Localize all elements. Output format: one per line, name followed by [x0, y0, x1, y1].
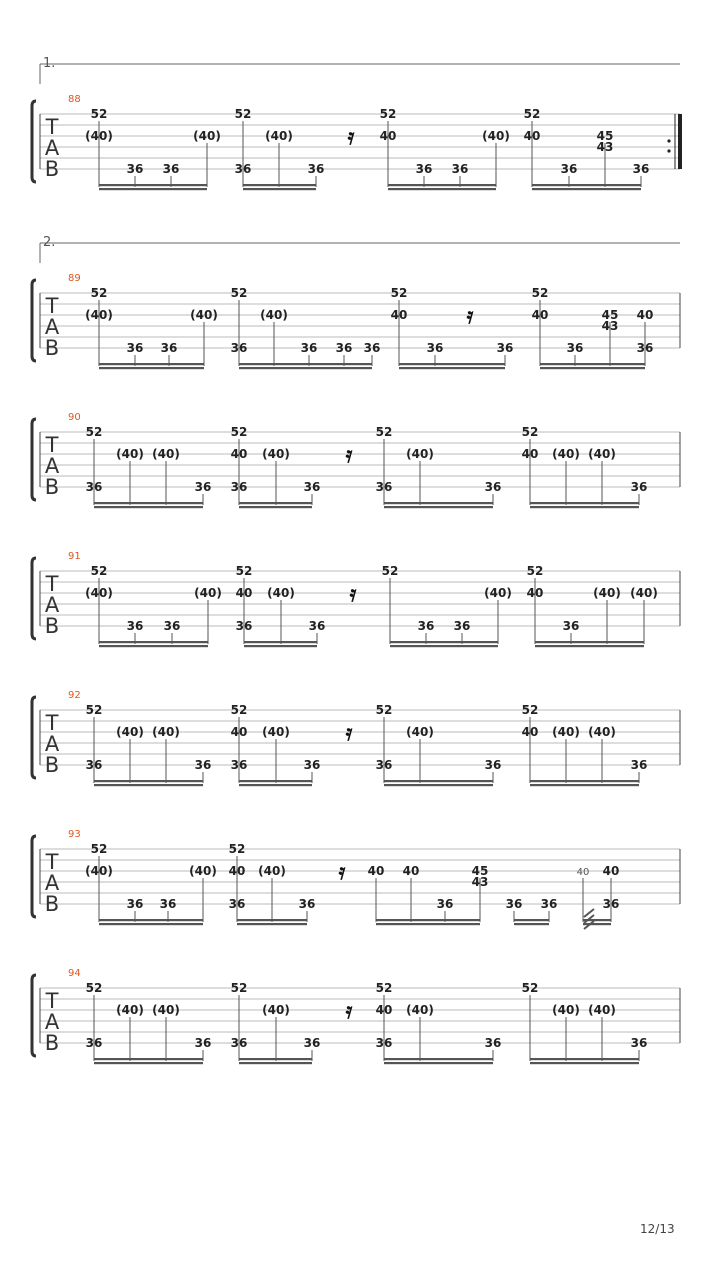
beam-secondary [244, 645, 317, 647]
fret-number: (40) [406, 1003, 434, 1017]
system-bracket [32, 558, 36, 639]
beam-primary [243, 184, 316, 186]
fret-number: (40) [152, 1003, 180, 1017]
beam-secondary [530, 1062, 639, 1064]
fret-number: 36 [375, 1036, 393, 1050]
tab-clef-letter: B [44, 753, 60, 777]
fret-number: 43 [471, 875, 489, 889]
beam-secondary [99, 923, 203, 925]
sixteenth-rest: 𝄿 [349, 581, 357, 607]
beam-secondary [99, 367, 204, 369]
fret-number: (40) [630, 586, 658, 600]
fret-number: 52 [375, 425, 393, 439]
fret-number: 40 [390, 308, 408, 322]
fret-number: 52 [375, 981, 393, 995]
beam-secondary [384, 506, 493, 508]
fret-number: 40 [228, 864, 246, 878]
fret-number: (40) [190, 308, 218, 322]
fret-number: (40) [116, 725, 144, 739]
fret-number: 40 [576, 867, 590, 878]
beam-secondary [239, 506, 312, 508]
tab-clef-letter: B [44, 614, 60, 638]
beam-secondary [239, 367, 372, 369]
fret-number: 36 [230, 480, 248, 494]
fret-number: (40) [262, 725, 290, 739]
fret-number: 36 [228, 897, 246, 911]
beam-primary [384, 780, 493, 782]
system-bracket [32, 101, 36, 182]
beam-primary [384, 502, 493, 504]
beam-secondary [239, 1062, 312, 1064]
fret-number: 36 [453, 619, 471, 633]
fret-number: (40) [552, 447, 580, 461]
fret-number: 36 [417, 619, 435, 633]
beam-primary [530, 502, 639, 504]
fret-number: 36 [363, 341, 381, 355]
beam-secondary [530, 506, 639, 508]
fret-number: 36 [163, 619, 181, 633]
fret-number: 36 [159, 897, 177, 911]
fret-number: 40 [636, 308, 654, 322]
fret-number: 52 [521, 981, 539, 995]
fret-number: (40) [116, 1003, 144, 1017]
beam-secondary [390, 645, 498, 647]
beam-primary [532, 184, 641, 186]
tab-clef-letter: T [45, 850, 59, 874]
tab-clef-letter: A [44, 454, 60, 478]
fret-number: 36 [375, 480, 393, 494]
beam-primary [376, 919, 480, 921]
fret-number: 36 [562, 619, 580, 633]
beam-primary [535, 641, 644, 643]
fret-number: 40 [230, 447, 248, 461]
fret-number: 36 [496, 341, 514, 355]
fret-number: (40) [552, 725, 580, 739]
beam-secondary [237, 923, 307, 925]
fret-number: 52 [523, 107, 541, 121]
fret-number: 52 [235, 564, 253, 578]
fret-number: 36 [566, 341, 584, 355]
fret-number: 52 [379, 107, 397, 121]
tab-clef-letter: T [45, 572, 59, 596]
fret-number: 36 [484, 1036, 502, 1050]
beam-secondary [99, 188, 207, 190]
system-bracket [32, 975, 36, 1056]
fret-number: (40) [552, 1003, 580, 1017]
fret-number: 36 [230, 1036, 248, 1050]
fret-number: 36 [484, 480, 502, 494]
fret-number: 36 [85, 758, 103, 772]
beam-secondary [94, 506, 203, 508]
fret-number: (40) [406, 447, 434, 461]
fret-number: 45 [471, 864, 489, 878]
beam-primary [94, 780, 203, 782]
fret-number: (40) [258, 864, 286, 878]
beam-primary [99, 184, 207, 186]
fret-number: (40) [152, 725, 180, 739]
fret-number: 40 [523, 129, 541, 143]
measure-number: 92 [68, 690, 81, 701]
fret-number: (40) [482, 129, 510, 143]
fret-number: 40 [521, 725, 539, 739]
tab-clef-letter: A [44, 593, 60, 617]
fret-number: 52 [526, 564, 544, 578]
beam-primary [514, 919, 549, 921]
fret-number: 52 [228, 842, 246, 856]
system-bracket [32, 697, 36, 778]
fret-number: (40) [262, 447, 290, 461]
fret-number: (40) [588, 447, 616, 461]
beam-secondary [514, 923, 549, 925]
fret-number: 52 [381, 564, 399, 578]
tab-clef-letter: A [44, 732, 60, 756]
measure-number: 88 [68, 94, 81, 105]
beam-primary [99, 363, 204, 365]
fret-number: 36 [303, 480, 321, 494]
fret-number: 36 [505, 897, 523, 911]
fret-number: 40 [230, 725, 248, 739]
fret-number: 36 [235, 619, 253, 633]
fret-number: (40) [85, 129, 113, 143]
volta-label: 1. [43, 56, 56, 71]
fret-number: 36 [126, 162, 144, 176]
tab-clef-letter: B [44, 157, 60, 181]
fret-number: 36 [303, 758, 321, 772]
tab-clef-letter: T [45, 433, 59, 457]
sixteenth-rest: 𝄿 [345, 998, 353, 1024]
tab-clef-letter: A [44, 136, 60, 160]
fret-number: 52 [521, 425, 539, 439]
fret-number: 52 [230, 425, 248, 439]
fret-number: (40) [588, 1003, 616, 1017]
fret-number: 36 [540, 897, 558, 911]
beam-secondary [239, 784, 312, 786]
fret-number: 36 [85, 1036, 103, 1050]
fret-number: 40 [521, 447, 539, 461]
fret-number: 36 [375, 758, 393, 772]
fret-number: 36 [194, 1036, 212, 1050]
fret-number: 36 [630, 480, 648, 494]
fret-number: 36 [162, 162, 180, 176]
fret-number: 36 [426, 341, 444, 355]
beam-secondary [530, 784, 639, 786]
fret-number: 36 [230, 341, 248, 355]
beam-secondary [399, 367, 505, 369]
fret-number: 52 [90, 564, 108, 578]
fret-number: 36 [415, 162, 433, 176]
sixteenth-rest: 𝄿 [345, 442, 353, 468]
beam-secondary [532, 188, 641, 190]
fret-number: (40) [189, 864, 217, 878]
fret-number: 36 [126, 897, 144, 911]
beam-primary [239, 1058, 312, 1060]
beam-secondary [94, 1062, 203, 1064]
fret-number: 52 [85, 981, 103, 995]
fret-number: 36 [300, 341, 318, 355]
fret-number: (40) [194, 586, 222, 600]
sixteenth-rest: 𝄿 [347, 124, 355, 150]
fret-number: (40) [484, 586, 512, 600]
fret-number: 52 [234, 107, 252, 121]
beam-primary [239, 363, 372, 365]
fret-number: 36 [632, 162, 650, 176]
fret-number: 40 [531, 308, 549, 322]
repeat-dot [667, 139, 670, 142]
beam-secondary [583, 923, 611, 925]
fret-number: 52 [90, 107, 108, 121]
fret-number: 43 [601, 319, 619, 333]
beam-secondary [535, 645, 644, 647]
fret-number: 52 [230, 981, 248, 995]
fret-number: 36 [230, 758, 248, 772]
fret-number: 52 [521, 703, 539, 717]
beam-primary [237, 919, 307, 921]
fret-number: (40) [260, 308, 288, 322]
beam-secondary [376, 923, 480, 925]
fret-number: (40) [85, 586, 113, 600]
beam-secondary [94, 784, 203, 786]
fret-number: 36 [160, 341, 178, 355]
fret-number: 36 [636, 341, 654, 355]
fret-number: 52 [85, 425, 103, 439]
fret-number: 40 [402, 864, 420, 878]
system-bracket [32, 280, 36, 361]
fret-number: 36 [234, 162, 252, 176]
fret-number: (40) [193, 129, 221, 143]
fret-number: 36 [194, 758, 212, 772]
fret-number: 36 [630, 1036, 648, 1050]
sixteenth-rest: 𝄿 [466, 303, 474, 329]
beam-secondary [540, 367, 645, 369]
measure-number: 89 [68, 273, 81, 284]
beam-secondary [243, 188, 316, 190]
repeat-dot [667, 149, 670, 152]
beam-primary [390, 641, 498, 643]
fret-number: 36 [307, 162, 325, 176]
fret-number: 40 [235, 586, 253, 600]
beam-primary [239, 780, 312, 782]
tab-clef-letter: T [45, 711, 59, 735]
beam-primary [99, 641, 208, 643]
beam-secondary [384, 784, 493, 786]
measure-number: 91 [68, 551, 81, 562]
fret-number: 40 [526, 586, 544, 600]
fret-number: 52 [90, 286, 108, 300]
tab-clef-letter: A [44, 315, 60, 339]
beam-primary [530, 780, 639, 782]
measure-number: 94 [68, 968, 81, 979]
sixteenth-rest: 𝄿 [345, 720, 353, 746]
fret-number: 36 [602, 897, 620, 911]
fret-number: (40) [267, 586, 295, 600]
fret-number: 36 [308, 619, 326, 633]
fret-number: (40) [85, 864, 113, 878]
beam-secondary [99, 645, 208, 647]
fret-number: 52 [85, 703, 103, 717]
tab-clef-letter: T [45, 115, 59, 139]
measure-number: 93 [68, 829, 81, 840]
fret-number: 36 [194, 480, 212, 494]
fret-number: 36 [451, 162, 469, 176]
fret-number: 43 [596, 140, 614, 154]
fret-number: 52 [230, 703, 248, 717]
system-bracket [32, 836, 36, 917]
tab-clef-letter: T [45, 294, 59, 318]
fret-number: 36 [126, 341, 144, 355]
fret-number: 45 [596, 129, 614, 143]
beam-secondary [388, 188, 496, 190]
beam-primary [94, 1058, 203, 1060]
fret-number: 36 [85, 480, 103, 494]
fret-number: 45 [601, 308, 619, 322]
beam-primary [540, 363, 645, 365]
beam-primary [244, 641, 317, 643]
fret-number: 52 [230, 286, 248, 300]
page-number: 12/13 [640, 1222, 675, 1236]
fret-number: (40) [406, 725, 434, 739]
fret-number: 36 [484, 758, 502, 772]
fret-number: 40 [602, 864, 620, 878]
system-bracket [32, 419, 36, 500]
fret-number: (40) [593, 586, 621, 600]
tab-clef-letter: B [44, 475, 60, 499]
volta-label: 2. [43, 235, 56, 250]
measure-number: 90 [68, 412, 81, 423]
fret-number: 52 [90, 842, 108, 856]
beam-primary [384, 1058, 493, 1060]
fret-number: 40 [375, 1003, 393, 1017]
beam-primary [94, 502, 203, 504]
fret-number: (40) [262, 1003, 290, 1017]
fret-number: 36 [560, 162, 578, 176]
fret-number: 40 [367, 864, 385, 878]
fret-number: (40) [152, 447, 180, 461]
fret-number: (40) [85, 308, 113, 322]
fret-number: (40) [116, 447, 144, 461]
tab-clef-letter: B [44, 1031, 60, 1055]
fret-number: (40) [265, 129, 293, 143]
beam-primary [388, 184, 496, 186]
sixteenth-rest: 𝄿 [338, 859, 346, 885]
fret-number: 36 [126, 619, 144, 633]
fret-number: 40 [379, 129, 397, 143]
fret-number: 36 [335, 341, 353, 355]
tab-clef-letter: B [44, 336, 60, 360]
fret-number: 36 [630, 758, 648, 772]
fret-number: 52 [531, 286, 549, 300]
beam-secondary [384, 1062, 493, 1064]
tab-clef-letter: T [45, 989, 59, 1013]
beam-primary [399, 363, 505, 365]
fret-number: (40) [588, 725, 616, 739]
beam-primary [530, 1058, 639, 1060]
tab-clef-letter: A [44, 871, 60, 895]
fret-number: 52 [390, 286, 408, 300]
fret-number: 36 [436, 897, 454, 911]
tab-clef-letter: B [44, 892, 60, 916]
tab-clef-letter: A [44, 1010, 60, 1034]
beam-primary [99, 919, 203, 921]
beam-primary [239, 502, 312, 504]
fret-number: 36 [303, 1036, 321, 1050]
fret-number: 36 [298, 897, 316, 911]
fret-number: 52 [375, 703, 393, 717]
